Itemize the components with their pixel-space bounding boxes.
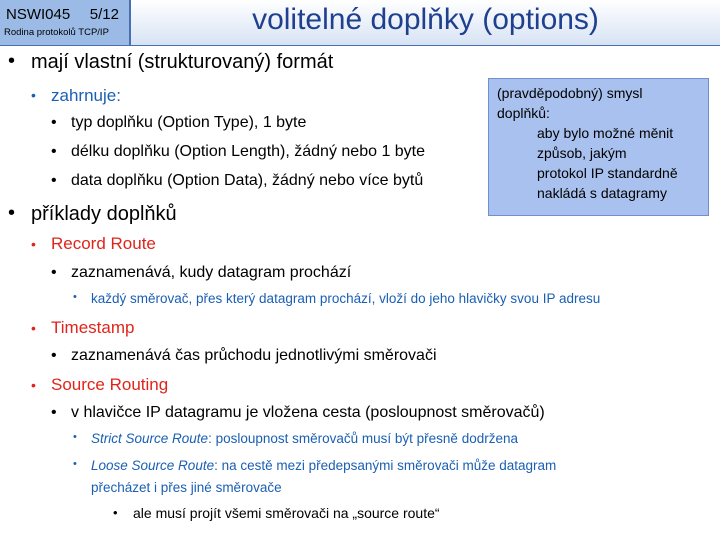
list-item-text-continuation: přecházet i přes jiné směrovače	[91, 480, 282, 495]
note-line: způsob, jakým	[537, 145, 627, 161]
list-item-text: v hlavičce IP datagramu je vložena cesta (posloupnost směrovačů)	[71, 404, 545, 421]
course-code: NSWI045	[6, 6, 71, 23]
list-item-text: Record Route	[51, 234, 156, 253]
list-item-text: každý směrovač, přes který datagram prochází, vloží do jeho hlavičky svou IP adresu	[91, 291, 601, 306]
bullet-dot-icon: •	[51, 264, 57, 281]
list-item-text	[91, 458, 556, 473]
note-line: protokol IP standardně	[537, 165, 678, 181]
note-box	[488, 78, 709, 216]
course-name: Rodina protokolů TCP/IP	[4, 27, 109, 38]
bullet-dot-icon: •	[51, 172, 57, 189]
slide-header	[0, 0, 720, 46]
bullet-dot-icon: •	[73, 431, 77, 443]
list-item-text: zaznamenává, kudy datagram prochází	[71, 264, 352, 281]
list-item-text: délku doplňku (Option Length), žádný nebo 1 byte	[71, 143, 426, 160]
list-item-text: Source Routing	[51, 375, 169, 394]
loose-source-route-term: Loose Source Route	[91, 458, 215, 473]
list-item-text: příklady doplňků	[31, 203, 177, 225]
bullet-dot-icon: •	[31, 87, 36, 103]
bullet-dot-icon: •	[8, 50, 16, 72]
bullet-dot-icon: •	[51, 114, 57, 131]
bullet-dot-icon: •	[31, 320, 36, 336]
slide-title: volitelné doplňky (options)	[252, 3, 599, 36]
slide-number: 5/12	[89, 6, 119, 23]
list-item-text: mají vlastní (strukturovaný) formát	[31, 51, 334, 73]
bullet-dot-icon: •	[8, 202, 16, 224]
strict-source-route-desc: : posloupnost směrovačů musí být přesně dodržena	[208, 431, 518, 446]
bullet-dot-icon: •	[51, 347, 57, 364]
course-info-box	[0, 0, 131, 45]
bullet-dot-icon: •	[73, 291, 77, 303]
bullet-item	[8, 50, 15, 73]
note-line: nakládá s datagramy	[537, 185, 667, 201]
list-item-text: Timestamp	[51, 318, 135, 337]
list-item-text: data doplňku (Option Data), žádný nebo více bytů	[71, 172, 424, 189]
bullet-dot-icon: •	[51, 404, 57, 421]
bullet-dot-icon: •	[51, 143, 57, 160]
list-item-text: ale musí projít všemi směrovači na „source route“	[133, 505, 440, 521]
list-item-text: zaznamenává čas průchodu jednotlivými směrovači	[71, 347, 437, 364]
bullet-dot-icon: •	[31, 377, 36, 393]
note-line: aby bylo možné měnit	[537, 125, 674, 141]
bullet-dot-icon: •	[31, 236, 36, 252]
loose-source-route-desc: : na cestě mezi předepsanými směrovači může datagram	[214, 458, 557, 473]
note-line: (pravděpodobný) smysl	[497, 85, 643, 101]
list-item-text: typ doplňku (Option Type), 1 byte	[71, 114, 307, 131]
list-item-text	[91, 431, 518, 446]
bullet-dot-icon: •	[113, 505, 118, 520]
note-line: doplňků:	[497, 105, 550, 121]
bullet-dot-icon: •	[73, 458, 77, 470]
strict-source-route-term: Strict Source Route	[91, 431, 209, 446]
list-item-text: zahrnuje:	[51, 86, 121, 105]
